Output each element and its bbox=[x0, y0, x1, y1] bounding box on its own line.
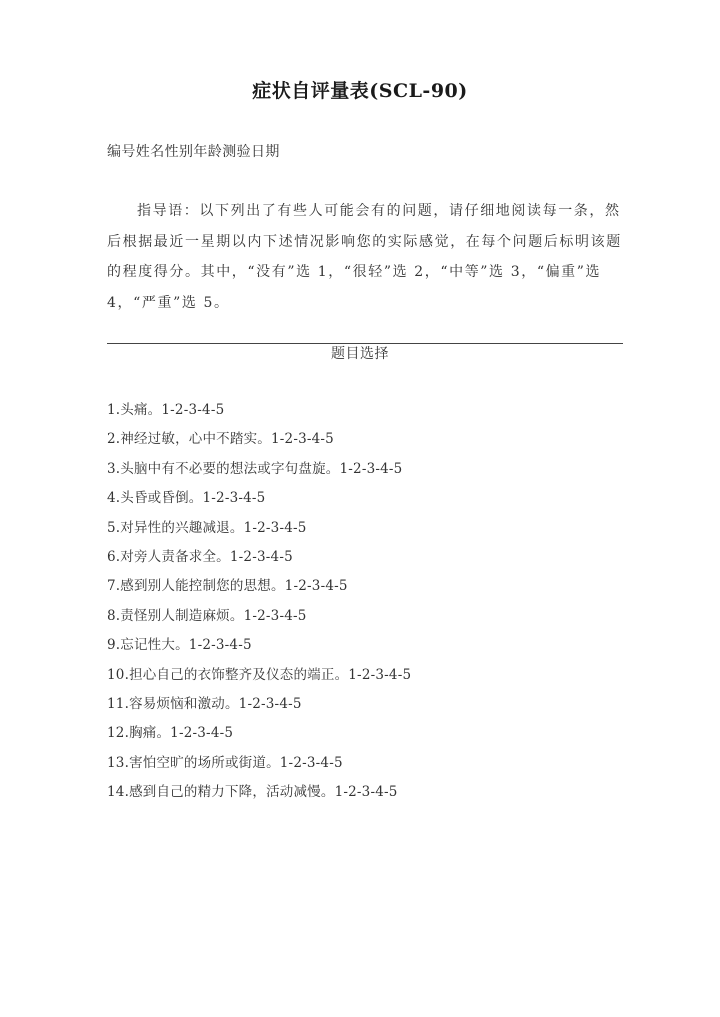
question-item: 1.头痛。1-2-3-4-5 bbox=[107, 402, 225, 418]
question-item: 4.头昏或昏倒。1-2-3-4-5 bbox=[107, 490, 266, 507]
question-item: 9.忘记性大。1-2-3-4-5 bbox=[107, 637, 252, 654]
header-fields: 编号姓名性别年龄测验日期 bbox=[107, 144, 280, 160]
question-item: 3.头脑中有不必要的想法或字句盘旋。1-2-3-4-5 bbox=[107, 460, 403, 477]
question-item: 11.容易烦恼和激动。1-2-3-4-5 bbox=[107, 695, 302, 712]
question-item: 5.对异性的兴趣减退。1-2-3-4-5 bbox=[107, 519, 307, 536]
question-item: 6.对旁人责备求全。1-2-3-4-5 bbox=[107, 548, 293, 565]
question-item: 2.神经过敏，心中不踏实。1-2-3-4-5 bbox=[107, 431, 334, 448]
question-item: 8.责怪别人制造麻烦。1-2-3-4-5 bbox=[107, 607, 307, 624]
question-item: 13.害怕空旷的场所或街道。1-2-3-4-5 bbox=[107, 754, 343, 771]
question-item: 14.感到自己的精力下降，活动减慢。1-2-3-4-5 bbox=[107, 784, 398, 801]
instructions-paragraph: 指导语：以下列出了有些人可能会有的问题，请仔细地阅读每一条，然后根据最近一星期以内下述情况影响您的实际感觉，在每个问题后标明该题的程度得分。其中，“没有”选 1，“很轻”选 2，“中等”选 3，“偏重”选 4，“严重”选 5。 bbox=[107, 203, 622, 311]
question-item: 12.胸痛。1-2-3-4-5 bbox=[107, 725, 234, 742]
section-title: 题目选择 bbox=[331, 346, 389, 362]
question-item: 7.感到别人能控制您的思想。1-2-3-4-5 bbox=[107, 578, 348, 595]
question-item: 10.担心自己的衣饰整齐及仪态的端正。1-2-3-4-5 bbox=[107, 666, 412, 683]
question-list bbox=[107, 400, 411, 811]
document-title: 症状自评量表(SCL-90) bbox=[252, 80, 468, 102]
